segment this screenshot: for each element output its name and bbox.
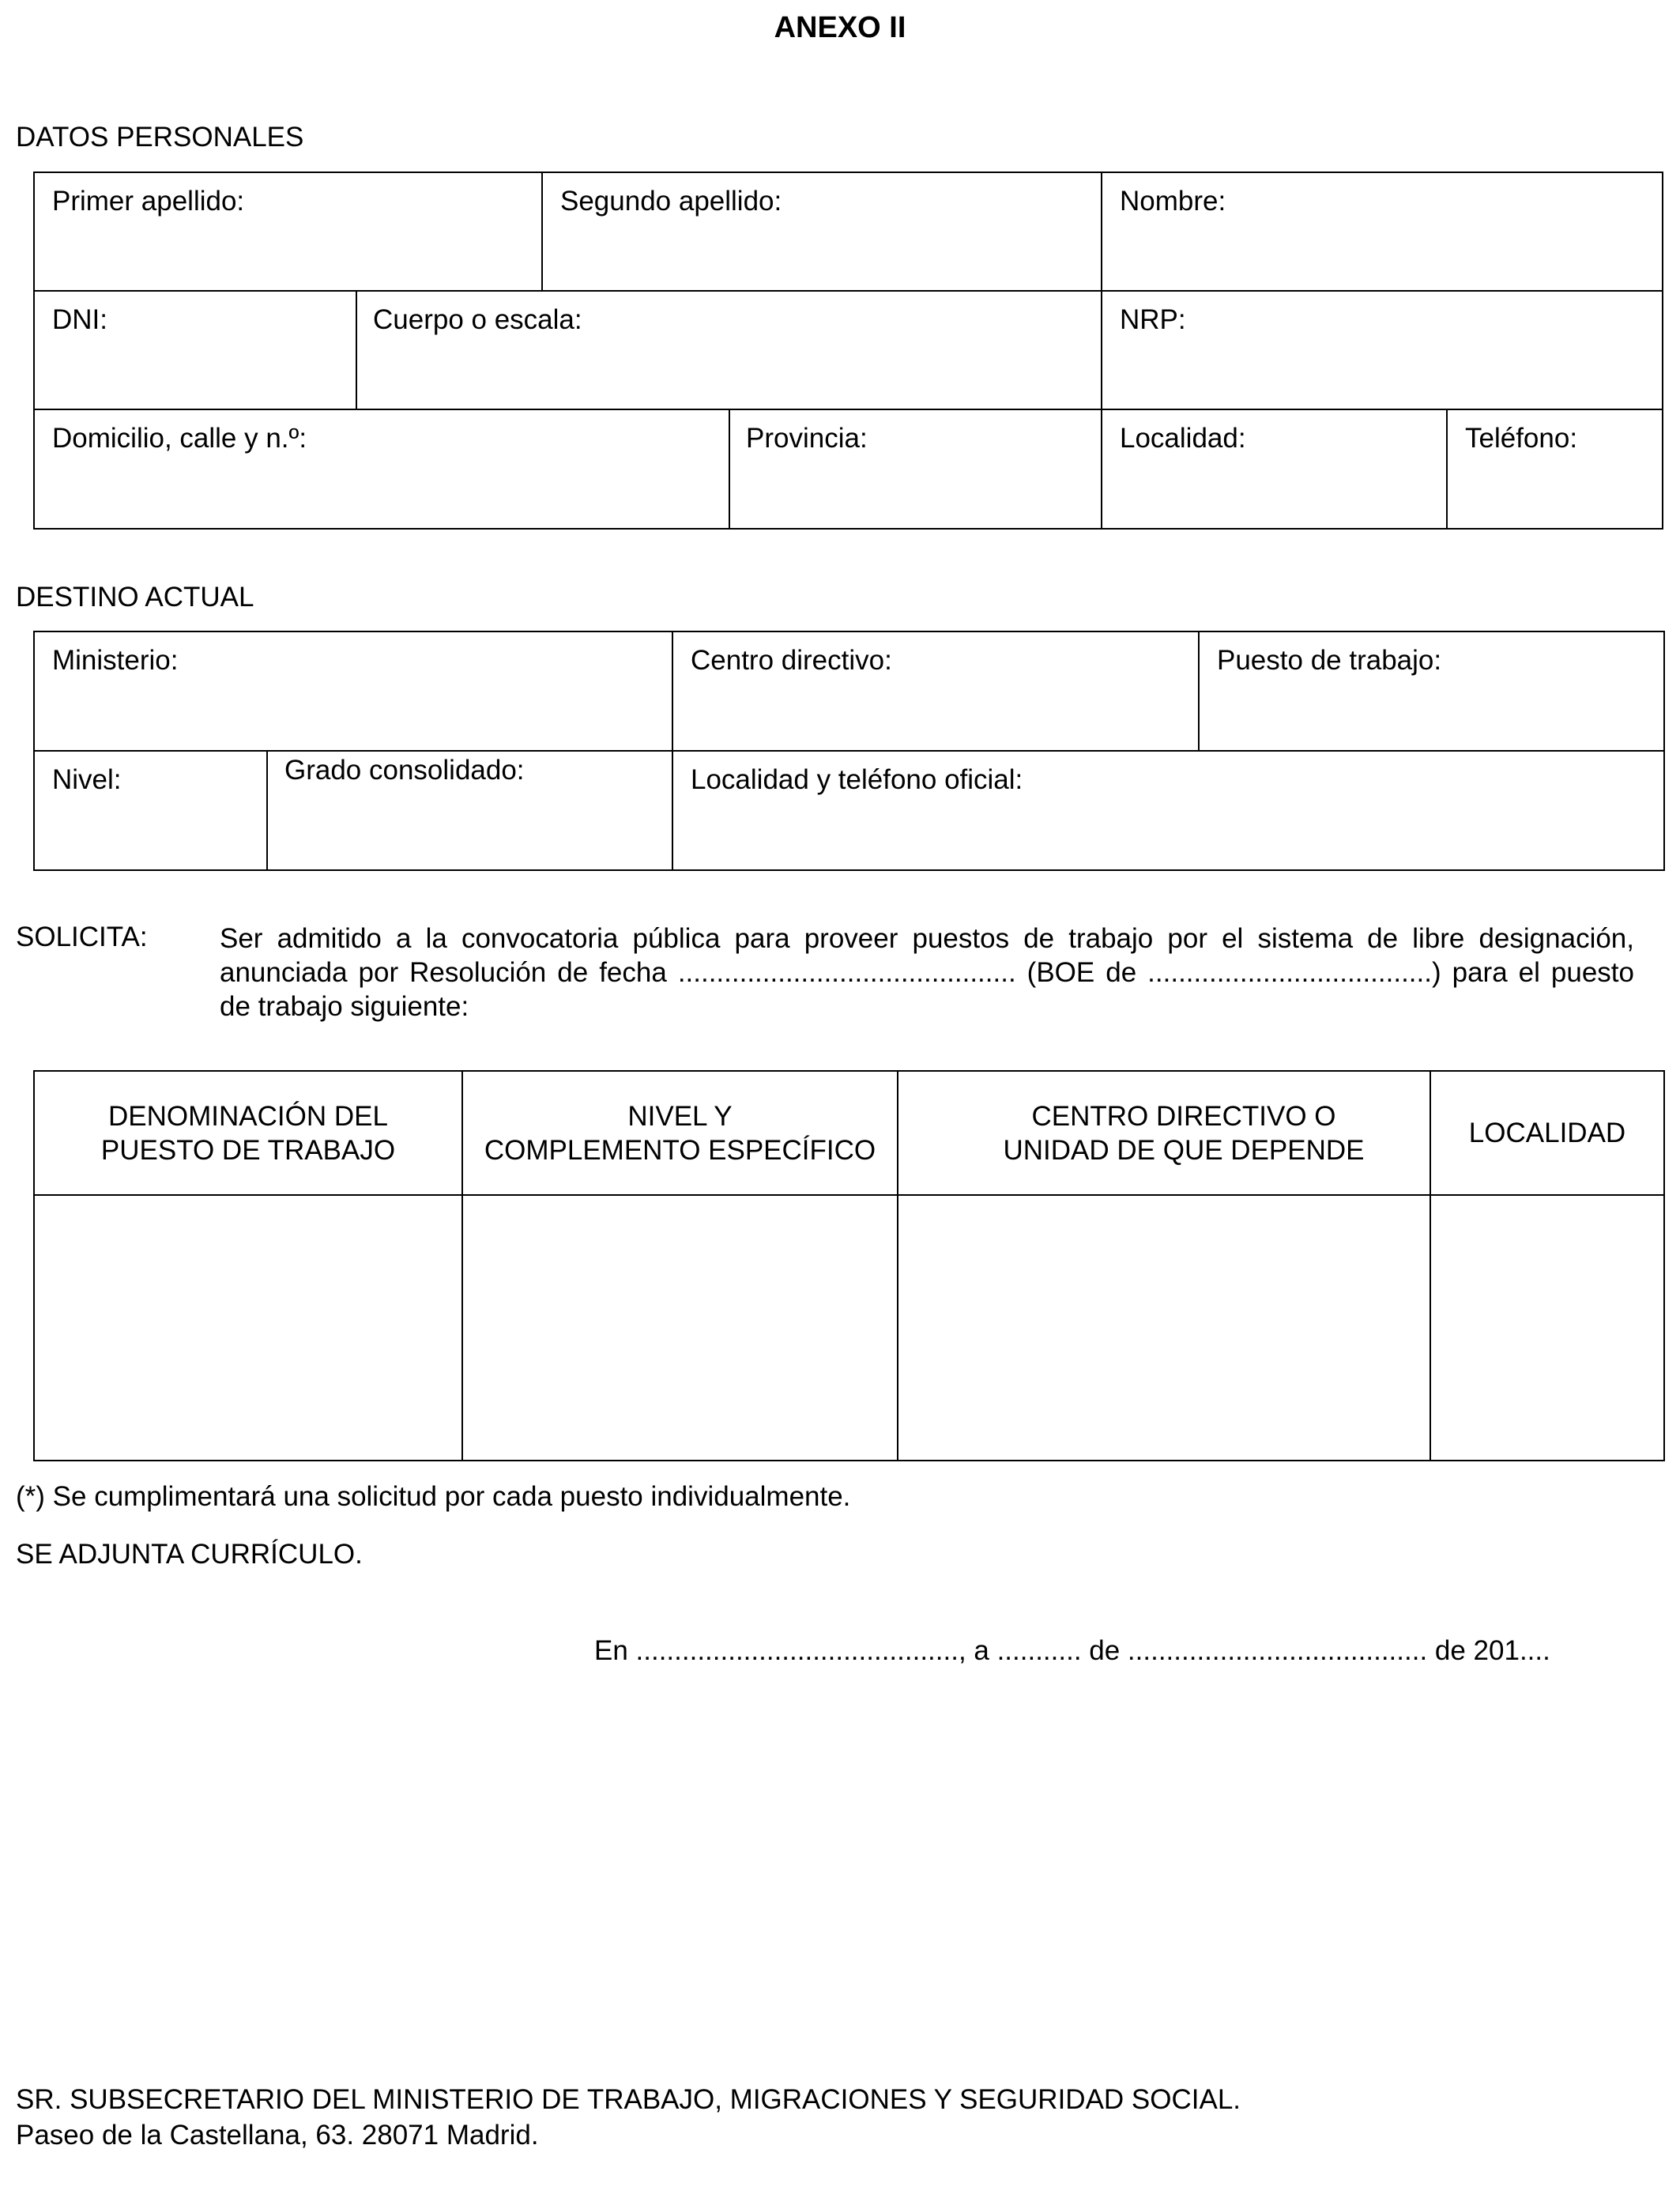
field-label: Localidad: [1120,423,1246,454]
field-label: Provincia: [746,423,868,454]
field-label: Nombre: [1120,186,1226,217]
table-cell-localidad[interactable] [1430,1194,1665,1461]
section-heading-destino-actual: DESTINO ACTUAL [16,582,254,613]
nota-text: (*) Se cumplimentará una solicitud por cada puesto individualmente. [16,1481,851,1512]
table-header-nivel: NIVEL Y COMPLEMENTO ESPECÍFICO [461,1070,898,1196]
field-telefono[interactable] [1446,409,1663,530]
field-label: NRP: [1120,304,1186,335]
table-cell-nivel[interactable] [461,1194,898,1461]
field-label: Segundo apellido: [560,186,782,217]
table-cell-centro-directivo[interactable] [897,1194,1431,1461]
field-centro-directivo[interactable] [672,631,1200,752]
field-localidad[interactable] [1101,409,1448,530]
field-nivel[interactable] [33,750,268,871]
footer-direccion: Paseo de la Castellana, 63. 28071 Madrid. [16,2120,539,2151]
field-label: Grado consolidado: [284,755,525,786]
adjunta-curriculo-text: SE ADJUNTA CURRÍCULO. [16,1539,363,1570]
field-label: Centro directivo: [691,645,892,676]
table-header-localidad: LOCALIDAD [1430,1070,1665,1196]
table-header-centro-directivo: CENTRO DIRECTIVO O UNIDAD DE QUE DEPENDE [897,1070,1431,1196]
field-label: Puesto de trabajo: [1217,645,1442,676]
field-nrp[interactable] [1101,290,1663,410]
solicita-text: Ser admitido a la convocatoria pública para proveer puestos de trabajo por el sistema de libre designación, anunciada por Resolución de fecha ............................................ (BOE de .....................................) para el puesto de trabajo siguiente: [220,923,1634,1022]
field-primer-apellido[interactable] [33,172,543,292]
field-domicilio[interactable] [33,409,730,530]
field-localidad-telefono-oficial[interactable] [672,750,1665,871]
footer-destinatario: SR. SUBSECRETARIO DEL MINISTERIO DE TRABAJO, MIGRACIONES Y SEGURIDAD SOCIAL. [16,2084,1241,2115]
field-nombre[interactable] [1101,172,1663,292]
field-provincia[interactable] [729,409,1102,530]
field-label: Primer apellido: [52,186,245,217]
fecha-lugar-line[interactable]: En .........................................., a ........... de ....................................... de 201.... [594,1635,1550,1666]
field-label: Domicilio, calle y n.º: [52,423,307,454]
field-label: Ministerio: [52,645,179,676]
field-label: Teléfono: [1465,423,1578,454]
field-label: Localidad y teléfono oficial: [691,764,1023,795]
field-label: Nivel: [52,764,122,795]
field-ministerio[interactable] [33,631,673,752]
field-grado-consolidado[interactable] [266,750,673,871]
field-dni[interactable] [33,290,357,410]
field-label: DNI: [52,304,107,335]
field-puesto-trabajo[interactable] [1198,631,1665,752]
solicita-label: SOLICITA: [16,922,148,952]
field-segundo-apellido[interactable] [541,172,1102,292]
field-cuerpo-escala[interactable] [356,290,1102,410]
field-label: Cuerpo o escala: [373,304,582,335]
section-heading-datos-personales: DATOS PERSONALES [16,122,304,153]
table-cell-denominacion[interactable] [33,1194,463,1461]
table-header-denominacion: DENOMINACIÓN DEL PUESTO DE TRABAJO [33,1070,463,1196]
page-title: ANEXO II [774,11,906,44]
